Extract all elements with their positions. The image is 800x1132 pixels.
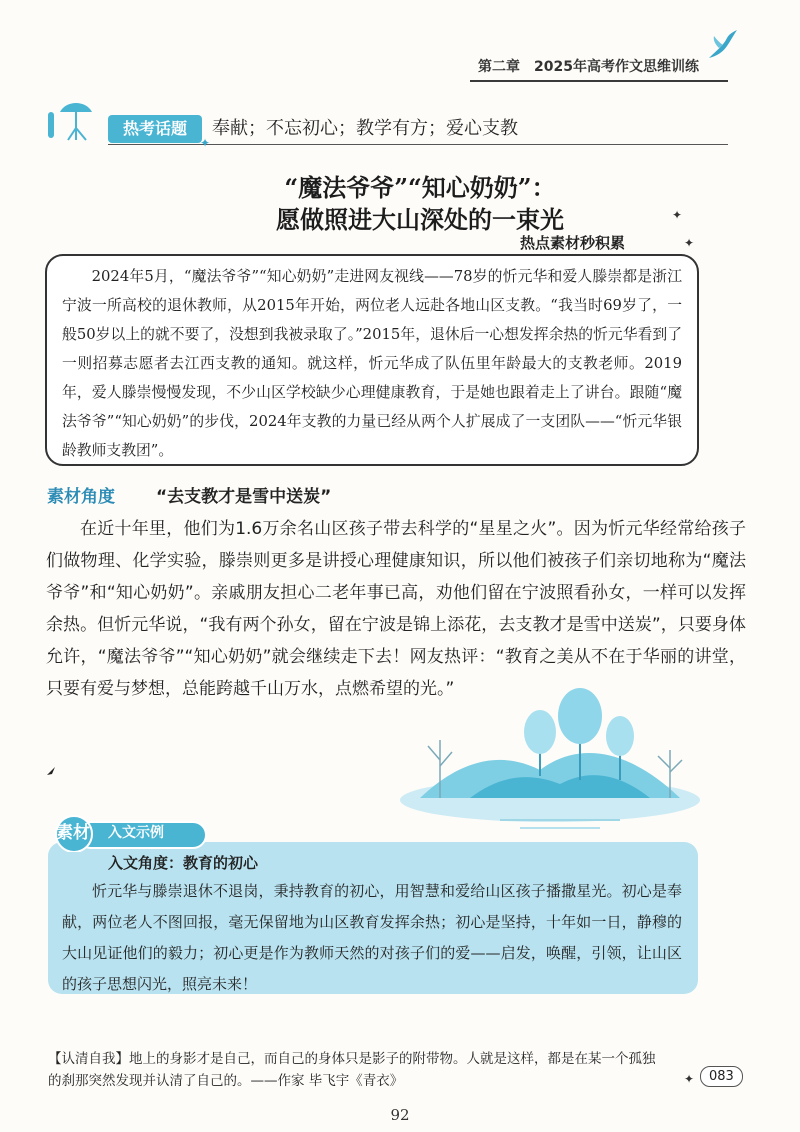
article-title-line1: “魔法爷爷”“知心奶奶”： bbox=[284, 173, 556, 202]
angle-body: 在近十年里，他们为1.6万余名山区孩子带去科学的“星星之火”。因为忻元华经常给孩子们做物理、化学实验，滕崇则更多是讲授心理健康知识，所以他们被孩子们亲切地称为“魔法爷爷”和“知心奶奶”。亲戚朋友担心二老年事已高，劝他们留在宁波照看孙女，一样可以发挥余热。但忻元华说，“我有两个孙女，留在宁波是锦上添花，去支教才是雪中送炭”，只要身体允许，“魔法爷爷”“知心奶奶”就会继续走下去！网友热评：“教育之美从不在于华丽的讲堂，只要有爱与梦想，总能跨越千山万水，点燃希望的光。” bbox=[46, 519, 746, 699]
article-title-line2: 愿做照进大山深处的一束光 bbox=[276, 205, 564, 234]
book-page-badge: 083 bbox=[700, 1066, 743, 1087]
beach-umbrella-icon bbox=[46, 98, 114, 142]
landscape-illustration bbox=[380, 680, 710, 840]
example-badge-sub: 入文示例 bbox=[108, 825, 164, 841]
pen-mark-icon bbox=[46, 766, 56, 776]
bird-icon bbox=[705, 28, 741, 62]
story-text: 2024年5月，“魔法爷爷”“知心奶奶”走进网友视线——78岁的忻元华和爱人滕崇都是浙江宁波一所高校的退休教师，从2015年开始，两位老人远赴各地山区支教。“我当时69岁了，一般50岁以上的就不要了，没想到我被录取了。”2015年，退休后一心想发挥余热的忻元华看到了一则招募志愿者去江西支教的通知。就这样，忻元华成了队伍里年龄最大的支教老师。2019年，爱人滕崇慢慢发现，不少山区学校缺少心理健康教育，于是她也跟着走上了讲台。跟随“魔法爷爷”“知心奶奶”的步伐，2024年支教的力量已经从两个人扩展成了一支团队——“忻元华银龄教师支教团”。 bbox=[62, 268, 682, 459]
angle-label: 素材角度 bbox=[47, 487, 115, 507]
angle-title: “去支教才是雪中送炭” bbox=[156, 487, 332, 507]
sparkle-icon: ✦ bbox=[684, 236, 695, 250]
example-body: 忻元华与滕崇退休不退岗，秉持教育的初心，用智慧和爱给山区孩子播撒星光。初心是奉献，两位老人不图回报，毫无保留地为山区教育发挥余热；初心是坚持，十年如一日，静穆的大山见证他们的毅力；初心更是作为教师天然的对孩子们的爱——启发，唤醒，引领，让山区的孩子思想闪光，照亮未来！ bbox=[62, 882, 682, 993]
sparkle-icon: ✦ bbox=[672, 208, 683, 222]
chapter-header bbox=[478, 56, 699, 76]
page-number: 92 bbox=[390, 1106, 410, 1124]
hot-topic-label: 热考话题 bbox=[108, 115, 202, 143]
header-rule bbox=[470, 80, 728, 82]
sparkle-icon: ✦ bbox=[684, 1072, 695, 1086]
chapter-label: 第二章 bbox=[478, 59, 520, 75]
book-title: 2025年高考作文思维训练 bbox=[534, 59, 699, 75]
example-heading: 入文角度：教育的初心 bbox=[108, 854, 259, 872]
topic-keywords: 奉献；不忘初心；教学有方；爱心支教 bbox=[212, 118, 518, 139]
footer-quote: 【认清自我】地上的身影才是自己，而自己的身体只是影子的附带物。人就是这样，都是在某一个孤独的刹那突然发现并认清了自己的。——作家 毕飞宇《青衣》 bbox=[48, 1051, 656, 1089]
section-label: 热点素材秒积累 bbox=[520, 234, 626, 252]
example-badge-main: 素材 bbox=[56, 823, 90, 843]
sparkle-icon: ✦ bbox=[200, 136, 211, 150]
